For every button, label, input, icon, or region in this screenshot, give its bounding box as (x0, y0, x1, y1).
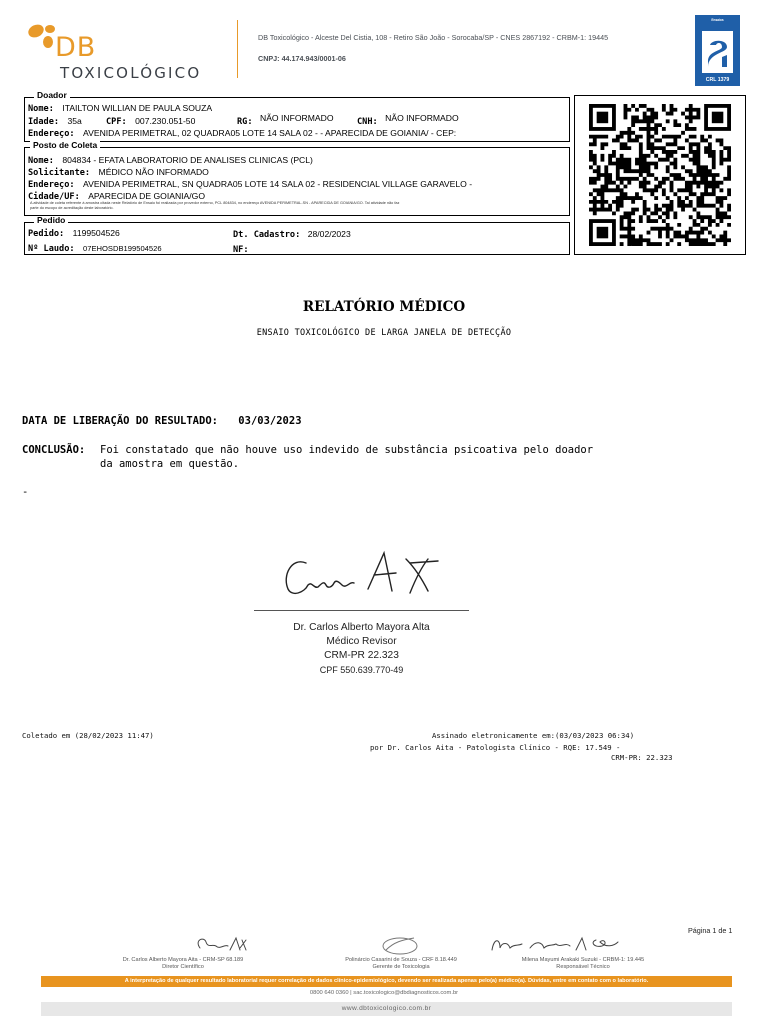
signed-by: por Dr. Carlos Aita - Patologista Clínico - RQE: 17.549 - (370, 743, 621, 752)
donor-address-label: Endereço: (28, 129, 75, 139)
lab-cnpj: CNPJ: 44.174.943/0001-06 (258, 54, 346, 63)
logo-text: DB (55, 32, 97, 63)
register-date: 28/02/2023 (307, 229, 351, 239)
accreditation-note-line2: parte do escopo de acreditação deste laboratório. (30, 205, 114, 210)
badge-label: Ensaios (711, 18, 724, 22)
dash: - (22, 486, 29, 498)
signer-crm: CRM-PR 22.323 (324, 650, 399, 661)
footer-signer-role: Diretor Científico (162, 964, 204, 970)
conclusion-label (22, 444, 85, 456)
accreditation-note (30, 201, 565, 210)
accreditation-a-icon (702, 31, 733, 73)
site-address: AVENIDA PERIMETRAL, SN QUADRA05 LOTE 14 SALA 02 - RESIDENCIAL VILLAGE GARAVELO - (83, 179, 473, 189)
collected-at: Coletado em (28/02/2023 11:47) (22, 731, 154, 740)
signer-cpf: CPF 550.639.770-49 (319, 665, 404, 675)
footer-signer-name: Dr. Carlos Alberto Mayora Aita - CRM-SP 68.189 (122, 957, 244, 963)
website-link[interactable]: www.dbtoxicologico.com.br (41, 1002, 732, 1016)
conclusion-line-1: Foi constatado que não houve uso indevido de substância psicoativa pelo doador (100, 444, 594, 456)
header-divider (237, 20, 238, 78)
donor-rg-label: RG: (237, 117, 253, 127)
donor-age-label: Idade: (28, 117, 60, 127)
order-number-row (28, 226, 120, 240)
qr-code-icon[interactable] (589, 104, 731, 246)
report-number-label: Nº Laudo: (28, 244, 75, 254)
footer-signature-1-icon (190, 934, 250, 956)
donor-address-row (28, 126, 456, 140)
donor-cnh-label: CNH: (357, 117, 378, 127)
donor-name: ITAILTON WILLIAN DE PAULA SOUZA (62, 103, 213, 113)
donor-cpf-label: CPF: (106, 117, 127, 127)
donor-address: AVENIDA PERIMETRAL, 02 QUADRA05 LOTE 14 SALA 02 - - APARECIDA DE GOIANIA/ - CEP: (83, 128, 457, 138)
footer-signer-name: Milena Mayumi Arakaki Suzuki - CRBM-1: 19.445 (521, 957, 645, 963)
site-city-label: Cidade/UF: (28, 192, 80, 202)
site-name-label: Nome: (28, 156, 54, 166)
contact-info[interactable]: 0800 640 0360 | sac.toxicologico@dbdiagnosticos.com.br (309, 990, 459, 996)
page-number: Página 1 de 1 (688, 926, 733, 935)
order-number: 1199504526 (72, 228, 120, 238)
logo-subtext: TOXICOLÓGICO (60, 64, 202, 82)
requester: MÉDICO NÃO INFORMADO (98, 167, 209, 177)
donor-title: Doador (34, 91, 70, 100)
collection-site-title: Posto de Coleta (30, 141, 100, 150)
report-number: 07EHOSDB199504526 (83, 244, 162, 253)
donor-rg: NÃO INFORMADO (259, 113, 334, 123)
conclusion-line-2: da amostra em questão. (100, 458, 240, 470)
accreditation-badge (695, 15, 740, 86)
register-date-label: Dt. Cadastro: (233, 230, 301, 240)
donor-age: 35a (67, 116, 82, 126)
site-name: 804834 - EFATA LABORATORIO DE ANALISES CLINICAS (PCL) (62, 155, 313, 165)
footer-signature-2-icon (380, 932, 422, 958)
footer-signature-3-icon (486, 934, 626, 956)
order-title: Pedido (34, 216, 68, 225)
badge-crl: CRL 1379 (705, 77, 730, 83)
report-subtitle: ENSAIO TOXICOLÓGICO DE LARGA JANELA DE DETECÇÃO (256, 328, 512, 338)
release-date: 03/03/2023 (238, 415, 302, 427)
footer-signer-role: Gerente de Toxicologia (372, 964, 430, 970)
signer-name: Dr. Carlos Alberto Mayora Alta (293, 622, 430, 633)
report-number-row (28, 241, 162, 255)
signature-line (254, 610, 469, 611)
donor-cpf: 007.230.051-50 (135, 116, 196, 126)
signer-role: Médico Revisor (326, 636, 397, 647)
requester-label: Solicitante: (28, 168, 91, 178)
signed-crm: CRM-PR: 22.323 (611, 753, 673, 762)
report-title: RELATÓRIO MÉDICO (302, 299, 466, 315)
donor-cnh: NÃO INFORMADO (385, 113, 459, 123)
donor-name-label: Nome: (28, 104, 54, 114)
nf-label: NF: (233, 245, 249, 255)
accreditation-note-line1: A atividade de coleta referente à amostra citada neste Relatório de Ensaio foi realizada por provedor externo, PCL 804834, no endereço AVENIDA PERIMETRAL-SN - APARECIDA DE GOIANIA/GO. Tal atividade não faz (30, 201, 400, 205)
register-date-row (233, 227, 351, 241)
footer-signer-role: Responsável Técnico (556, 964, 610, 970)
interpretation-notice: A interpretação de qualquer resultado laboratorial requer correlação de dados clínico-epidemiológico, devendo ser realizada apenas pelo(a) médico(a). Dúvidas, entre em contato com o laboratório. (41, 976, 732, 987)
nf-row (233, 242, 252, 256)
donor-name-row (28, 101, 212, 115)
signed-at: Assinado eletronicamente em:(03/03/2023 06:34) (432, 731, 635, 740)
lab-address: DB Toxicológico - Alceste Del Cistia, 108 - Retiro São João - Sorocaba/SP - CNES 2867192 - CRBM-1: 19445 (258, 33, 609, 42)
conclusion-label-text: CONCLUSÃO: (22, 444, 86, 456)
signature-icon (278, 545, 453, 605)
footer-signer-name: Polinárcio Casarini de Souza - CRF 8.18.449 (345, 957, 457, 963)
release-row (22, 415, 302, 427)
site-city: APARECIDA DE GOIANIA/GO (88, 191, 206, 201)
release-label: DATA DE LIBERAÇÃO DO RESULTADO: (22, 415, 218, 427)
order-number-label: Pedido: (28, 229, 65, 239)
site-address-label: Endereço: (28, 180, 75, 190)
